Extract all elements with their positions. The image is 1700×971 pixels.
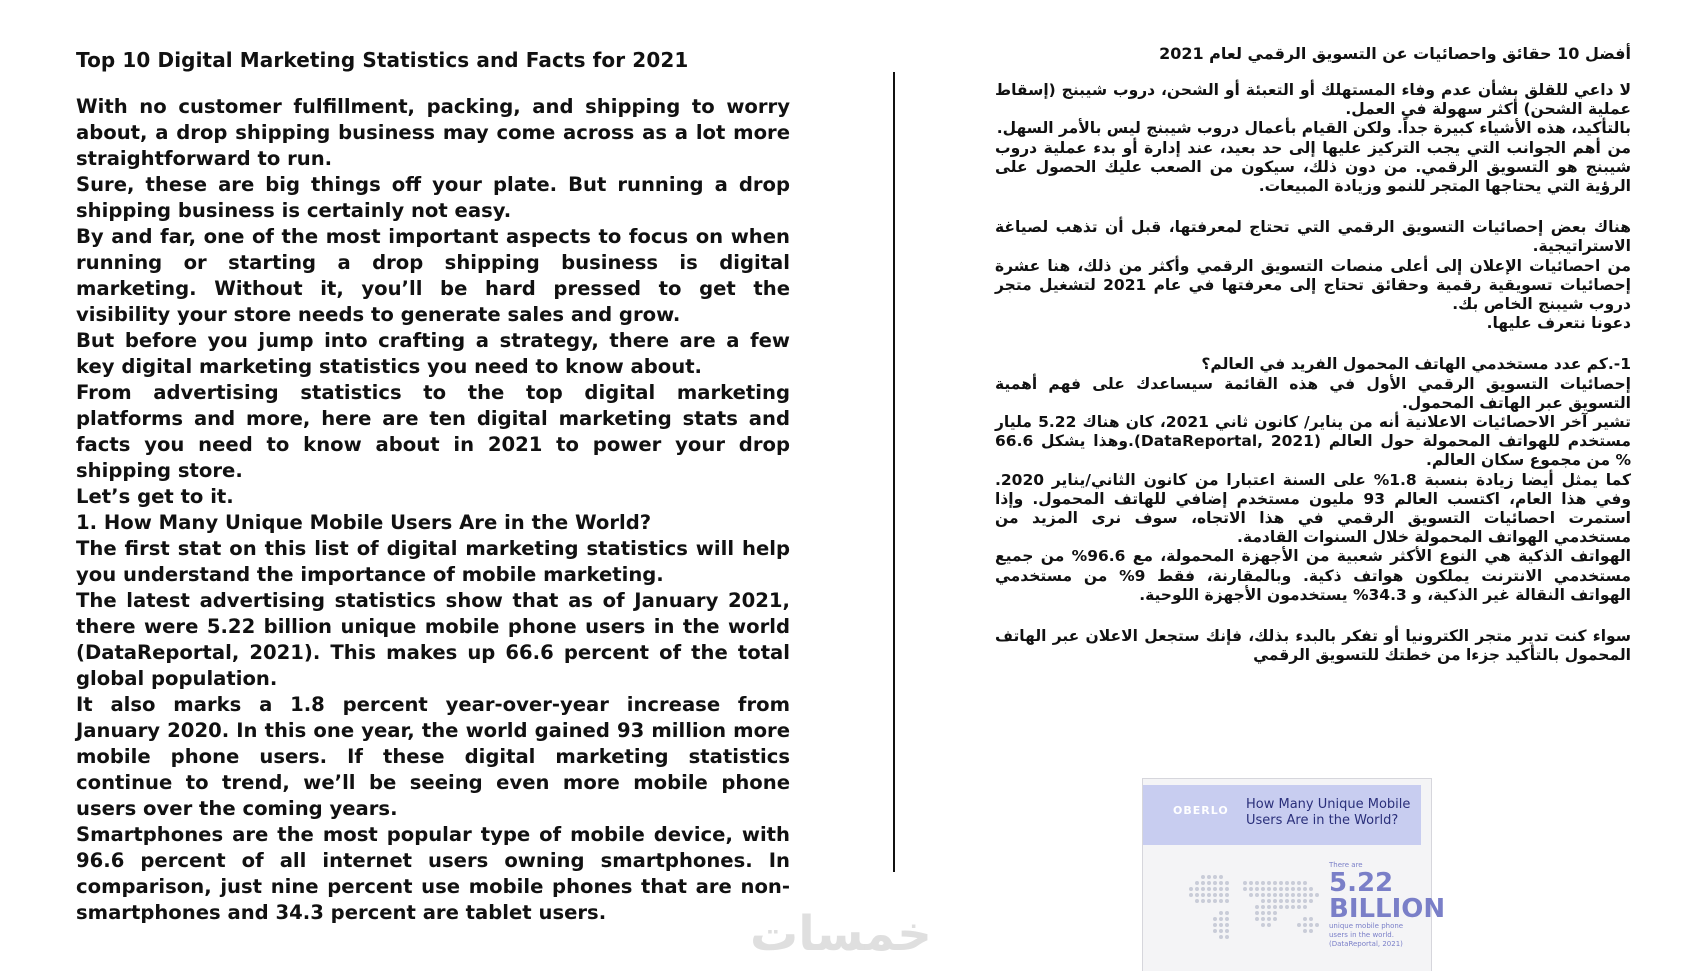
map-dot	[1219, 935, 1223, 939]
arabic-paragraph: إحصائيات التسويق الرقمي الأول في هذه القائمة سيساعدك على فهم أهمية التسويق عبر الهاتف المحمول.	[995, 374, 1631, 412]
arabic-column	[995, 44, 1631, 665]
map-dot	[1285, 893, 1289, 897]
spacer	[995, 333, 1631, 355]
map-dot	[1267, 899, 1271, 903]
map-dot	[1303, 881, 1307, 885]
map-dot	[1297, 881, 1301, 885]
infographic-stat	[1329, 861, 1446, 949]
map-dot	[1303, 905, 1307, 909]
map-dot	[1267, 881, 1271, 885]
english-paragraph: The first stat on this list of digital marketing statistics will help you understand the importance of mobile marketing.	[76, 537, 790, 586]
map-dot	[1255, 911, 1259, 915]
arabic-title: أفضل 10 حقائق واحصائيات عن التسويق الرقمي لعام 2021	[1159, 44, 1631, 63]
map-dot	[1261, 917, 1265, 921]
map-dot	[1225, 917, 1229, 921]
map-dot	[1273, 887, 1277, 891]
map-dot	[1303, 923, 1307, 927]
map-dot	[1261, 923, 1265, 927]
infographic-there-are: There are	[1329, 861, 1363, 869]
map-dot	[1201, 875, 1205, 879]
map-dot	[1267, 905, 1271, 909]
map-dot	[1309, 917, 1313, 921]
map-dot	[1285, 905, 1289, 909]
map-dot	[1273, 911, 1277, 915]
map-dot	[1213, 923, 1217, 927]
english-paragraph: From advertising statistics to the top digital marketing platforms and more, here are ten digital marketing stats and facts you need to know about in 2021 to power your drop shipping store.	[76, 381, 790, 482]
map-dot	[1189, 887, 1193, 891]
map-dot	[1219, 875, 1223, 879]
map-dot	[1249, 893, 1253, 897]
map-dot	[1225, 893, 1229, 897]
map-dot	[1291, 905, 1295, 909]
map-dot	[1309, 899, 1313, 903]
world-map-icon	[1181, 861, 1331, 951]
map-dot	[1261, 881, 1265, 885]
map-dot	[1213, 929, 1217, 933]
map-dot	[1267, 911, 1271, 915]
infographic-source: (DataReportal, 2021)	[1329, 940, 1403, 948]
map-dot	[1213, 881, 1217, 885]
arabic-paragraph: هناك بعض إحصائيات التسويق الرقمي التي تحتاج لمعرفتها، قبل أن تذهب لصياغة الاستراتيجية.	[995, 218, 1631, 256]
map-dot	[1291, 899, 1295, 903]
map-dot	[1297, 899, 1301, 903]
map-dot	[1207, 893, 1211, 897]
map-dot	[1303, 917, 1307, 921]
arabic-section-heading: 1-.كم عدد مستخدمي الهاتف المحمول الفريد في العالم؟	[1201, 355, 1631, 374]
map-dot	[1303, 887, 1307, 891]
map-dot	[1255, 905, 1259, 909]
map-dot	[1195, 893, 1199, 897]
map-dot	[1285, 887, 1289, 891]
map-dot	[1303, 899, 1307, 903]
map-dot	[1255, 893, 1259, 897]
english-paragraph: With no customer fulfillment, packing, and shipping to worry about, a drop shipping business may come across as a lot more straightforward to run.	[76, 95, 790, 170]
map-dot	[1303, 929, 1307, 933]
infographic-heading: How Many Unique Mobile Users Are in the World?	[1246, 797, 1411, 828]
map-dot	[1309, 887, 1313, 891]
map-dot	[1219, 923, 1223, 927]
arabic-paragraph: كما يمثل أيضا زيادة بنسبة 1.8% على السنة اعتبارا من كانون الثاني/يناير 2020. وفي هذا العام، اكتسب العالم 93 مليون مستخدم إضافي للهاتف المحمول. وإذا استمرت احصائيات التسويق الرقمي في هذا الاتجاه، سوف نرى المزيد من مستخدمي الهواتف المحمولة خلال السنوات القادمة.	[995, 470, 1631, 547]
map-dot	[1225, 935, 1229, 939]
map-dot	[1261, 893, 1265, 897]
map-dot	[1273, 893, 1277, 897]
watermark: خمسات	[750, 906, 932, 962]
map-dot	[1225, 881, 1229, 885]
map-dot	[1225, 899, 1229, 903]
map-dot	[1243, 881, 1247, 885]
map-dot	[1249, 881, 1253, 885]
map-dot	[1219, 917, 1223, 921]
english-title: Top 10 Digital Marketing Statistics and Facts for 2021	[76, 48, 689, 72]
map-dot	[1273, 899, 1277, 903]
map-dot	[1297, 887, 1301, 891]
english-body	[76, 94, 790, 926]
infographic-image	[1142, 778, 1446, 971]
infographic-number: 5.22	[1329, 868, 1394, 898]
map-dot	[1219, 911, 1223, 915]
map-dot	[1267, 917, 1271, 921]
map-dot	[1213, 875, 1217, 879]
arabic-paragraph: تشير آخر الاحصائيات الاعلانية أنه من يناير/ كانون ثاني 2021، كان هناك 5.22 مليار مستخدم للهواتف المحمولة حول العالم (DataReportal, 2021).وهذا يشكل 66.6 % من مجموع سكان العالم.	[995, 413, 1631, 470]
english-paragraph: Sure, these are big things off your plate. But running a drop shipping business is certainly not easy.	[76, 173, 790, 222]
english-section-heading: 1. How Many Unique Mobile Users Are in the World?	[76, 511, 652, 534]
map-dot	[1225, 929, 1229, 933]
arabic-paragraph: بالتأكيد، هذه الأشياء كبيرة جداً. ولكن القيام بأعمال دروب شيبنج ليس بالأمر السهل.	[996, 119, 1631, 138]
map-dot	[1267, 887, 1271, 891]
arabic-paragraph: سواء كنت تدير متجر الكترونيا أو تفكر بالبدء بذلك، فإنك ستجعل الاعلان عبر الهاتف المحمول بالتأكيد جزءا من خطتك للتسويق الرقمي	[995, 627, 1631, 665]
map-dot	[1255, 917, 1259, 921]
map-dot	[1225, 923, 1229, 927]
spacer	[995, 605, 1631, 627]
spacer	[995, 196, 1631, 218]
map-dot	[1297, 923, 1301, 927]
map-dot	[1291, 887, 1295, 891]
map-dot	[1213, 893, 1217, 897]
map-dot	[1267, 893, 1271, 897]
infographic-caption: unique mobile phone users in the world.	[1329, 922, 1404, 939]
map-dot	[1195, 899, 1199, 903]
map-dot	[1225, 887, 1229, 891]
map-dot	[1261, 911, 1265, 915]
map-dot	[1261, 899, 1265, 903]
column-divider	[893, 72, 895, 872]
map-dot	[1213, 899, 1217, 903]
map-dot	[1219, 899, 1223, 903]
english-paragraph: Smartphones are the most popular type of mobile device, with 96.6 percent of all internet users owning smartphones. In comparison, just nine percent use mobile phones that are non-smartphones and 34.3 percent are tablet users.	[76, 823, 790, 924]
map-dot	[1219, 887, 1223, 891]
map-dot	[1207, 887, 1211, 891]
map-dot	[1207, 881, 1211, 885]
map-dot	[1279, 893, 1283, 897]
map-dot	[1279, 881, 1283, 885]
map-dot	[1255, 887, 1259, 891]
map-dot	[1219, 881, 1223, 885]
map-dot	[1291, 893, 1295, 897]
map-dot	[1291, 881, 1295, 885]
map-dot	[1279, 899, 1283, 903]
arabic-paragraph: الهواتف الذكية هي النوع الأكثر شعبية من الأجهزة المحمولة، مع 96.6% من جميع مستخدمي الانترنت يملكون هواتف ذكية. وبالمقارنة، فقط 9% من مستخدمي الهواتف النقالة غير الذكية، و 34.3% يستخدمون الأجهزة اللوحية.	[995, 547, 1631, 604]
map-dot	[1207, 899, 1211, 903]
map-dot	[1261, 887, 1265, 891]
map-dot	[1243, 887, 1247, 891]
map-dot	[1201, 893, 1205, 897]
arabic-paragraph: من احصائيات الإعلان إلى أعلى منصات التسويق الرقمي وأكثر من ذلك، هنا عشرة إحصائيات تسويقية رقمية وحقائق تحتاج إلى معرفتها في عام 2021 لتشغيل متجر دروب شيبنج الخاص بك.	[995, 256, 1631, 314]
map-dot	[1225, 911, 1229, 915]
map-dot	[1195, 881, 1199, 885]
arabic-paragraph: لا داعي للقلق بشأن عدم وفاء المستهلك أو التعبئة أو الشحن، دروب شيبنج (إسقاط عملية الشحن) أكثر سهولة في العمل.	[995, 81, 1631, 119]
map-dot	[1219, 929, 1223, 933]
english-paragraph: Let’s get to it.	[76, 485, 234, 508]
map-dot	[1195, 887, 1199, 891]
arabic-paragraph: دعونا نتعرف عليها.	[1486, 314, 1631, 333]
map-dot	[1267, 923, 1271, 927]
map-dot	[1279, 905, 1283, 909]
map-dot	[1303, 893, 1307, 897]
english-paragraph: By and far, one of the most important aspects to focus on when running or starting a drop shipping business is digital marketing. Without it, you’ll be hard pressed to get the visibility your store needs to generate sales and grow.	[76, 225, 790, 326]
map-dot	[1273, 905, 1277, 909]
map-dot	[1297, 893, 1301, 897]
map-dot	[1297, 905, 1301, 909]
map-dot	[1249, 887, 1253, 891]
map-dot	[1273, 917, 1277, 921]
map-dot	[1285, 881, 1289, 885]
infographic-unit: BILLION	[1329, 894, 1446, 924]
map-dot	[1285, 899, 1289, 903]
map-dot	[1213, 917, 1217, 921]
map-dot	[1309, 893, 1313, 897]
english-paragraph: It also marks a 1.8 percent year-over-year increase from January 2020. In this one year, the world gained 93 million more mobile phone users. If these digital marketing statistics continue to trend, we’ll be seeing even more mobile phone users over the coming years.	[76, 693, 790, 820]
map-dot	[1213, 887, 1217, 891]
map-dot	[1201, 899, 1205, 903]
map-dot	[1207, 875, 1211, 879]
map-dot	[1201, 881, 1205, 885]
english-column	[76, 48, 790, 926]
oberlo-logo: OBERLO	[1173, 804, 1229, 817]
map-dot	[1309, 929, 1313, 933]
map-dot	[1261, 905, 1265, 909]
map-dot	[1273, 881, 1277, 885]
map-dot	[1315, 923, 1319, 927]
map-dot	[1201, 887, 1205, 891]
map-dot	[1309, 923, 1313, 927]
english-paragraph: The latest advertising statistics show that as of January 2021, there were 5.22 billion unique mobile phone users in the world (DataReportal, 2021). This makes up 66.6 percent of the total global population.	[76, 589, 790, 690]
map-dot	[1255, 881, 1259, 885]
map-dot	[1279, 887, 1283, 891]
arabic-paragraph: من أهم الجوانب التي يجب التركيز عليها إلى حد بعيد، عند إدارة أو بدء عملية دروب شيبنج هو التسويق الرقمي. من دون ذلك، سيكون من الصعب عليك الحصول على الرؤية التي يحتاجها المتجر للنمو وزيادة المبيعات.	[995, 138, 1631, 196]
map-dot	[1315, 893, 1319, 897]
english-paragraph: But before you jump into crafting a strategy, there are a few key digital marketing statistics you need to know about.	[76, 329, 790, 378]
map-dot	[1219, 893, 1223, 897]
map-dot	[1189, 893, 1193, 897]
